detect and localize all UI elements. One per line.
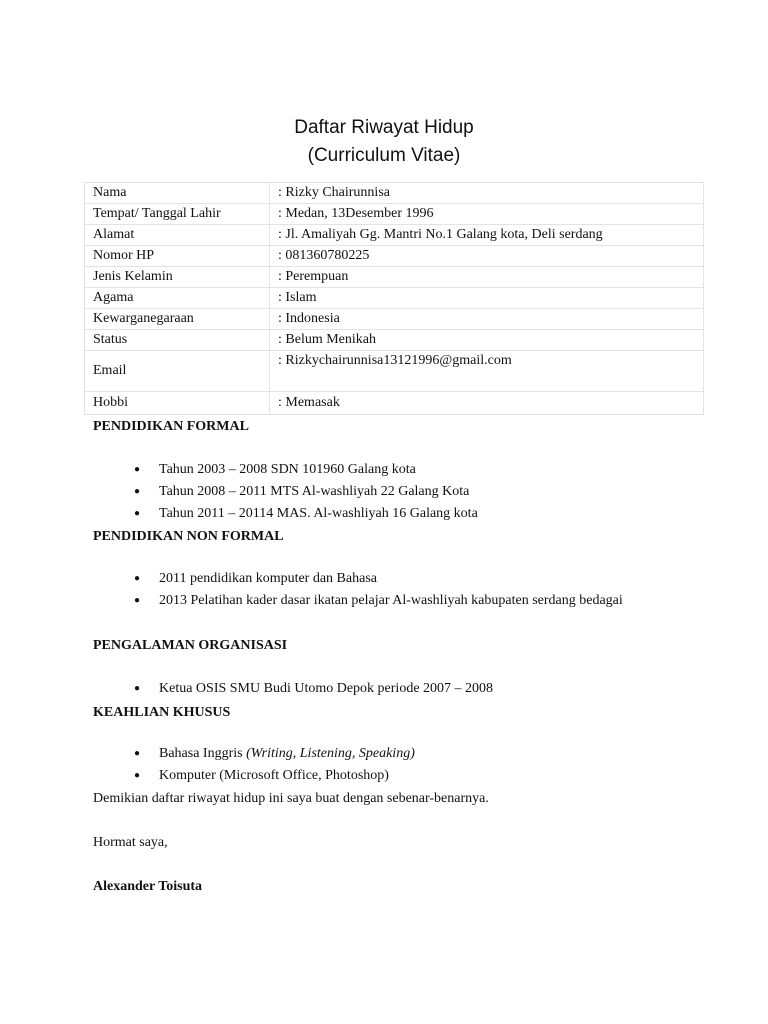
formal-list (132, 459, 652, 525)
info-label: Email (85, 351, 270, 392)
info-label: Nama (85, 183, 270, 204)
closing-statement: Demikian daftar riwayat hidup ini saya buat dengan sebenar-benarnya. (93, 791, 489, 806)
bullet-icon: ● (134, 486, 141, 497)
bullet-icon: ● (134, 770, 141, 781)
section-heading-organisasi: PENGALAMAN ORGANISASI (93, 638, 288, 653)
table-row (85, 351, 704, 392)
info-value: : Islam (270, 288, 704, 309)
bullet-icon: ● (134, 683, 141, 694)
info-value: : Belum Menikah (270, 330, 704, 351)
table-row (85, 288, 704, 309)
table-row (85, 309, 704, 330)
nonformal-list (132, 568, 632, 612)
info-label: Status (85, 330, 270, 351)
bullet-icon: ● (134, 595, 141, 606)
info-label: Nomor HP (85, 246, 270, 267)
page-subtitle: (Curriculum Vitae) (307, 145, 461, 166)
list-item: ● Tahun 2003 – 2008 SDN 101960 Galang kota (132, 459, 652, 481)
info-label: Agama (85, 288, 270, 309)
info-label: Jenis Kelamin (85, 267, 270, 288)
table-row (85, 392, 704, 415)
list-item: ● Ketua OSIS SMU Budi Utomo Depok periode 2007 – 2008 (132, 678, 652, 700)
table-row (85, 330, 704, 351)
bullet-icon: ● (134, 748, 141, 759)
signature-name: Alexander Toisuta (93, 879, 203, 894)
info-value: : Rizkychairunnisa13121996@gmail.com (270, 351, 704, 392)
page-title: Daftar Riwayat Hidup (294, 117, 474, 138)
keahlian-list (132, 743, 652, 787)
info-value: : Jl. Amaliyah Gg. Mantri No.1 Galang kota, Deli serdang (270, 225, 704, 246)
section-heading-nonformal: PENDIDIKAN NON FORMAL (93, 529, 284, 544)
list-item: ● 2013 Pelatihan kader dasar ikatan pelajar Al-washliyah kabupaten serdang bedagai (132, 590, 632, 612)
table-row (85, 204, 704, 225)
list-item: ● Komputer (Microsoft Office, Photoshop) (132, 765, 652, 787)
table-row (85, 246, 704, 267)
table-row (85, 183, 704, 204)
info-value: : Medan, 13Desember 1996 (270, 204, 704, 225)
info-label: Alamat (85, 225, 270, 246)
info-value: : Indonesia (270, 309, 704, 330)
organisasi-list (132, 678, 652, 700)
list-item: ● Tahun 2008 – 2011 MTS Al-washliyah 22 Galang Kota (132, 481, 652, 503)
section-heading-formal: PENDIDIKAN FORMAL (93, 419, 249, 434)
info-value: : Rizky Chairunnisa (270, 183, 704, 204)
section-heading-keahlian: KEAHLIAN KHUSUS (93, 705, 231, 720)
list-item: ● 2011 pendidikan komputer dan Bahasa (132, 568, 632, 590)
table-row (85, 267, 704, 288)
bullet-icon: ● (134, 464, 141, 475)
info-value: : 081360780225 (270, 246, 704, 267)
list-item: ● Bahasa Inggris (Writing, Listening, Speaking) (132, 743, 652, 765)
info-value: : Memasak (270, 392, 704, 415)
info-label: Tempat/ Tanggal Lahir (85, 204, 270, 225)
info-label: Hobbi (85, 392, 270, 415)
table-row (85, 225, 704, 246)
bullet-icon: ● (134, 573, 141, 584)
list-item: ● Tahun 2011 – 20114 MAS. Al-washliyah 16 Galang kota (132, 503, 652, 525)
regards: Hormat saya, (93, 835, 168, 850)
bullet-icon: ● (134, 508, 141, 519)
info-label: Kewarganegaraan (85, 309, 270, 330)
info-value: : Perempuan (270, 267, 704, 288)
personal-info-table (84, 182, 704, 415)
